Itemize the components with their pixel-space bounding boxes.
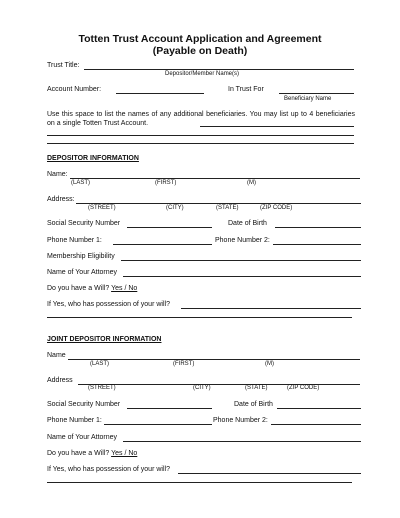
dep-street-caption: (STREET) xyxy=(88,205,116,211)
beneficiary-line-2[interactable] xyxy=(47,135,354,136)
joint-last-caption: (LAST) xyxy=(90,361,110,367)
joint-name-field[interactable] xyxy=(68,359,360,360)
dep-city-caption: (CITY) xyxy=(166,205,184,211)
dep-ssn-field[interactable] xyxy=(127,227,212,228)
joint-phone1-label: Phone Number 1: xyxy=(47,417,102,424)
dep-address-field[interactable] xyxy=(76,203,361,204)
dep-state-caption: (STATE) xyxy=(216,205,239,211)
trust-title-label: Trust Title: xyxy=(47,62,80,69)
dep-phone2-field[interactable] xyxy=(273,244,361,245)
joint-phone1-field[interactable] xyxy=(104,424,212,425)
joint-address-label: Address xyxy=(47,377,73,384)
beneficiary-line-1[interactable] xyxy=(200,126,354,127)
joint-middle-caption: (M) xyxy=(265,361,274,367)
dep-will-possession-line-2[interactable] xyxy=(47,317,352,318)
joint-will-possession-line-2[interactable] xyxy=(47,482,352,483)
dep-will-possession-field[interactable] xyxy=(181,308,361,309)
form-subtitle: (Payable on Death) xyxy=(152,45,248,57)
dep-phone1-field[interactable] xyxy=(113,244,212,245)
dep-phone1-label: Phone Number 1: xyxy=(47,237,102,244)
depositor-name-caption: Depositor/Member Name(s) xyxy=(165,71,240,77)
dep-attorney-field[interactable] xyxy=(123,276,361,277)
joint-will-options[interactable]: Yes / No xyxy=(111,450,138,457)
joint-dob-label: Date of Birth xyxy=(234,401,273,408)
joint-will-possession-field[interactable] xyxy=(178,473,361,474)
beneficiary-name-field[interactable] xyxy=(279,93,354,94)
joint-ssn-label: Social Security Number xyxy=(47,401,121,408)
dep-attorney-label: Name of Your Attorney xyxy=(47,269,118,276)
joint-zip-caption: (ZIP CODE) xyxy=(287,385,320,391)
depositor-heading: DEPOSITOR INFORMATION xyxy=(47,155,139,162)
beneficiary-line-3[interactable] xyxy=(47,143,354,144)
joint-first-caption: (FIRST) xyxy=(173,361,195,367)
joint-will-possession-label: If Yes, who has possession of your will? xyxy=(47,466,170,473)
dep-will-question-text: Do you have a Will? xyxy=(47,285,110,292)
dep-phone2-label: Phone Number 2: xyxy=(215,237,270,244)
account-number-label: Account Number: xyxy=(47,86,102,93)
dep-zip-caption: (ZIP CODE) xyxy=(260,205,293,211)
beneficiary-name-caption: Beneficiary Name xyxy=(284,96,332,102)
beneficiaries-note: Use this space to list the names of any additional beneficiaries. You may list up to 4 beneficiaries on a single Totten Trust Account. xyxy=(47,111,355,127)
joint-name-label: Name xyxy=(47,352,66,359)
dep-name-field[interactable] xyxy=(70,178,360,179)
joint-attorney-field[interactable] xyxy=(123,441,361,442)
dep-dob-label: Date of Birth xyxy=(228,220,267,227)
dep-ssn-label: Social Security Number xyxy=(47,220,121,227)
dep-will-possession-label: If Yes, who has possession of your will? xyxy=(47,301,170,308)
joint-attorney-label: Name of Your Attorney xyxy=(47,434,118,441)
in-trust-for-label: In Trust For xyxy=(228,86,264,93)
dep-address-label: Address: xyxy=(47,196,75,203)
joint-heading: JOINT DEPOSITOR INFORMATION xyxy=(47,336,162,343)
dep-middle-caption: (M) xyxy=(247,180,256,186)
trust-title-field[interactable] xyxy=(84,69,354,70)
joint-street-caption: (STREET) xyxy=(88,385,116,391)
dep-will-options[interactable]: Yes / No xyxy=(111,285,138,292)
dep-dob-field[interactable] xyxy=(275,227,361,228)
joint-state-caption: (STATE) xyxy=(245,385,268,391)
joint-will-question xyxy=(47,450,137,458)
dep-membership-label: Membership Eligibility xyxy=(47,253,115,260)
joint-ssn-field[interactable] xyxy=(127,408,212,409)
dep-membership-field[interactable] xyxy=(121,260,361,261)
form-title: Totten Trust Account Application and Agreement xyxy=(78,33,322,45)
account-number-field[interactable] xyxy=(116,93,204,94)
dep-name-label: Name: xyxy=(47,171,68,178)
joint-dob-field[interactable] xyxy=(277,408,361,409)
dep-first-caption: (FIRST) xyxy=(155,180,177,186)
dep-will-question xyxy=(47,285,137,293)
dep-last-caption: (LAST) xyxy=(71,180,91,186)
joint-city-caption: (CITY) xyxy=(193,385,211,391)
joint-will-question-text: Do you have a Will? xyxy=(47,450,110,457)
joint-phone2-label: Phone Number 2: xyxy=(213,417,268,424)
joint-phone2-field[interactable] xyxy=(271,424,361,425)
